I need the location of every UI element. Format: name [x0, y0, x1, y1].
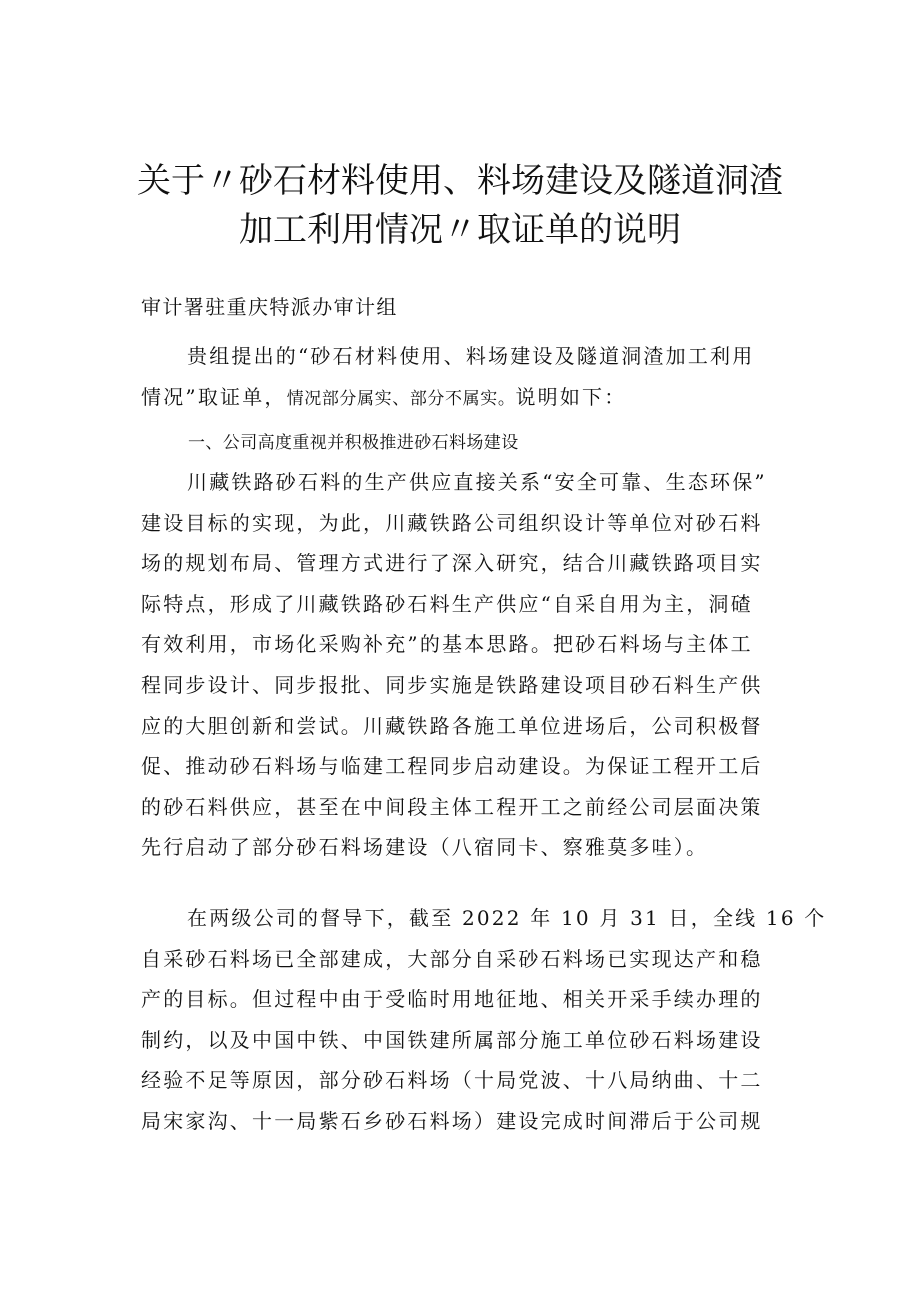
paragraph-1-line: 先行启动了部分砂石料场建设（八宿同卡、察雅莫多哇）。: [141, 835, 709, 860]
intro-paragraph: [141, 336, 791, 419]
intro-line-1: 贵组提出的“砂石材料使用、料场建设及隧道洞渣加工利用: [187, 344, 755, 368]
document-title-line-2: 加工利用情况〃取证单的说明: [239, 210, 681, 250]
document-title-line-1: 关于〃砂石材料使用、料场建设及隧道洞渣: [137, 161, 783, 201]
paragraph-1-line: 促、推动砂石料场与临建工程同步启动建设。为保证工程开工后: [141, 754, 763, 779]
paragraph-1-line: 程同步设计、同步报批、同步实施是铁路建设项目砂石料生产供: [141, 672, 763, 697]
salutation: 审计署驻重庆特派办审计组: [141, 295, 398, 319]
paragraph-2-line: 制约，以及中国中铁、中国铁建所属部分施工单位砂石料场建设: [141, 1027, 763, 1052]
intro-line-2-part-a: 情况”取证单，: [141, 384, 287, 409]
paragraph-1-line: 场的规划布局、管理方式进行了深入研究，结合川藏铁路项目实: [141, 551, 763, 576]
paragraph-1-line: 应的大胆创新和尝试。川藏铁路各施工单位进场后，公司积极督: [141, 713, 763, 738]
paragraph-2-line: 局宋家沟、十一局紫石乡砂石料场）建设完成时间滞后于公司规: [141, 1108, 763, 1133]
paragraph-2: [141, 898, 827, 1142]
paragraph-2-line: 自采砂石料场已全部建成，大部分自采砂石料场已实现达产和稳: [141, 946, 763, 971]
paragraph-2-line: 在两级公司的督导下，截至 2022 年 10 月 31 日，全线 16 个: [187, 906, 827, 930]
intro-line-2: [141, 377, 791, 420]
intro-line-2-part-c: 说明如下：: [515, 384, 627, 409]
paragraph-1-line: 际特点，形成了川藏铁路砂石料生产供应“自采自用为主，洞碴: [141, 591, 753, 616]
paragraph-1-line: 有效利用，市场化采购补充”的基本思路。把砂石料场与主体工: [141, 632, 753, 657]
section-1-heading: 一、公司高度重视并积极推进砂石料场建设: [188, 433, 519, 453]
paragraph-2-line: 产的目标。但过程中由于受临时用地征地、相关开采手续办理的: [141, 987, 763, 1012]
intro-line-2-part-b: 情况部分属实、部分不属实。: [286, 388, 516, 409]
paragraph-1-line: 川藏铁路砂石料的生产供应直接关系“安全可靠、生态环保”: [187, 470, 767, 494]
paragraph-1: [141, 462, 791, 868]
paragraph-1-line: 的砂石料供应，甚至在中间段主体工程开工之前经公司层面决策: [141, 794, 763, 819]
paragraph-2-line: 经验不足等原因，部分砂石料场（十局党波、十八局纳曲、十二: [141, 1068, 763, 1093]
paragraph-1-line: 建设目标的实现，为此，川藏铁路公司组织设计等单位对砂石料: [141, 510, 763, 535]
